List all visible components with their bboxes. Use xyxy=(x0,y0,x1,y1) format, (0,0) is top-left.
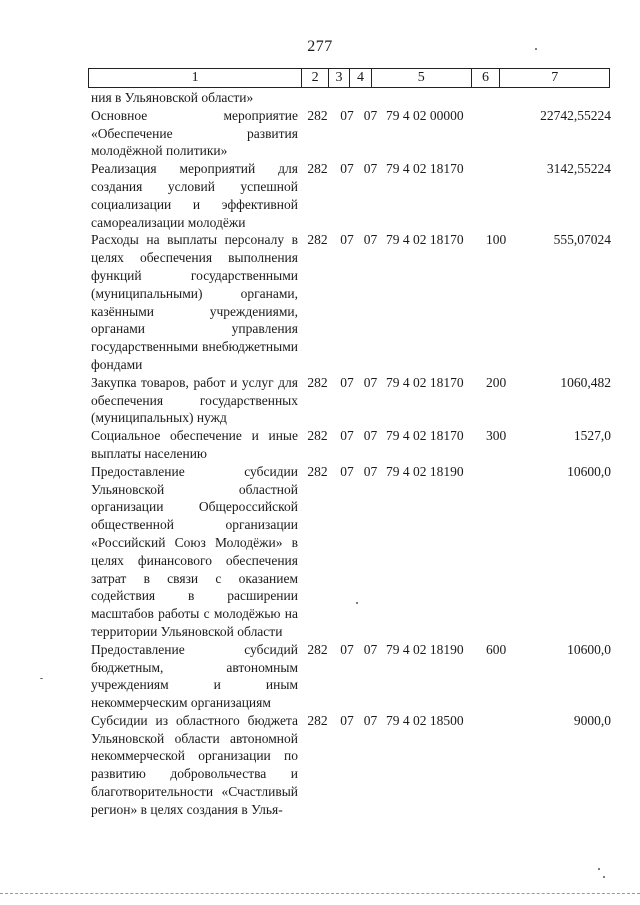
row-subsection-code: 07 xyxy=(363,232,378,248)
row-amount: 22742,55224 xyxy=(540,107,611,123)
scan-speck xyxy=(356,602,358,604)
row-amount: 3142,55224 xyxy=(546,161,611,177)
row-section-code: 07 xyxy=(340,161,354,177)
table-row xyxy=(91,231,611,373)
row-ministry-code: 282 xyxy=(307,428,328,444)
scan-speck xyxy=(40,678,43,679)
column-header-section: 3 xyxy=(329,69,350,87)
row-description: ния в Ульяновской области» xyxy=(91,90,254,105)
row-section-code: 07 xyxy=(340,428,354,444)
scan-speck xyxy=(598,868,600,870)
row-target-article: 79 4 02 18170 xyxy=(386,428,464,444)
row-subsection-code: 07 xyxy=(363,161,378,177)
column-header-expense-type: 6 xyxy=(472,69,501,87)
row-section-code: 07 xyxy=(340,232,354,248)
table-row xyxy=(91,374,611,427)
row-expense-type: 300 xyxy=(486,428,507,444)
row-ministry-code: 282 xyxy=(307,161,328,177)
row-subsection-code: 07 xyxy=(363,107,378,123)
table-row xyxy=(91,463,611,641)
row-amount: 10600,0 xyxy=(567,641,611,657)
row-target-article: 79 4 02 00000 xyxy=(386,107,464,123)
row-ministry-code: 282 xyxy=(307,107,328,123)
table-column-header-row xyxy=(88,68,610,88)
row-description: Реализация мероприятий для создания условий успешной социализации и эффективной самореализации молодёжи xyxy=(91,161,298,230)
row-description: Расходы на выплаты персоналу в целях обеспечения выполнения функций государственными (муниципальными) органами, казёнными учреждениями, органами управления государственными внебюджетными фондами xyxy=(91,232,298,372)
budget-table-body xyxy=(91,89,611,819)
row-ministry-code: 282 xyxy=(307,712,328,728)
row-ministry-code: 282 xyxy=(307,463,328,479)
table-row xyxy=(91,107,611,160)
row-target-article: 79 4 02 18190 xyxy=(386,641,464,657)
table-row-continuation xyxy=(91,89,611,107)
row-target-article: 79 4 02 18170 xyxy=(386,161,464,177)
row-subsection-code: 07 xyxy=(363,712,378,728)
scan-speck xyxy=(535,48,537,50)
scan-speck xyxy=(603,876,605,878)
row-description: Предоставление субсидии Ульяновской областной организации Общероссийской общественной организации «Российский Союз Молодёжи» в целях финансового обеспечения затрат в связи с оказанием содействия в расширении масштабов работы с молодёжью на территории Ульяновской области xyxy=(91,463,298,639)
row-expense-type: 600 xyxy=(486,641,507,657)
column-header-amount: 7 xyxy=(551,70,559,85)
row-description: Социальное обеспечение и иные выплаты населению xyxy=(91,428,298,461)
row-expense-type: 100 xyxy=(486,232,507,248)
row-ministry-code: 282 xyxy=(307,374,328,390)
row-ministry-code: 282 xyxy=(307,232,328,248)
row-amount: 1527,0 xyxy=(573,428,611,444)
row-description: Предоставление субсидий бюджетным, автономным учреждениям и иным некоммерческим организациям xyxy=(91,641,298,711)
row-target-article: 79 4 02 18500 xyxy=(386,712,464,728)
row-amount: 555,07024 xyxy=(553,232,611,248)
column-header-subsection: 4 xyxy=(350,69,372,87)
row-section-code: 07 xyxy=(340,712,354,728)
row-section-code: 07 xyxy=(340,107,354,123)
row-expense-type: 200 xyxy=(486,374,507,390)
row-amount: 1060,482 xyxy=(560,374,611,390)
row-description: Субсидии из областного бюджета Ульяновской области автономной некоммерческой организации по развитию добровольчества и благотворительности «Счастливый регион» в целях создания в Улья- xyxy=(91,712,298,817)
row-target-article: 79 4 02 18190 xyxy=(386,463,464,479)
row-subsection-code: 07 xyxy=(363,374,378,390)
row-target-article: 79 4 02 18170 xyxy=(386,374,464,390)
row-subsection-code: 07 xyxy=(363,463,378,479)
table-row xyxy=(91,641,611,712)
column-header-description: 1 xyxy=(89,69,302,87)
row-description: Основное мероприятие «Обеспечение развития молодёжной политики» xyxy=(91,107,298,159)
column-header-ministry: 2 xyxy=(302,69,329,87)
row-amount: 10600,0 xyxy=(567,463,611,479)
page-number: 277 xyxy=(307,38,333,55)
table-row xyxy=(91,712,611,819)
scan-bottom-edge xyxy=(0,893,640,894)
row-section-code: 07 xyxy=(340,374,354,390)
row-ministry-code: 282 xyxy=(307,641,328,657)
row-section-code: 07 xyxy=(340,463,354,479)
table-row xyxy=(91,160,611,231)
row-section-code: 07 xyxy=(340,641,354,657)
table-row xyxy=(91,427,611,463)
row-subsection-code: 07 xyxy=(363,428,378,444)
row-target-article: 79 4 02 18170 xyxy=(386,232,464,248)
row-amount: 9000,0 xyxy=(573,712,611,728)
column-header-target-article: 5 xyxy=(372,69,472,87)
row-subsection-code: 07 xyxy=(363,641,378,657)
row-description: Закупка товаров, работ и услуг для обеспечения государственных (муниципальных) нужд xyxy=(91,374,298,426)
